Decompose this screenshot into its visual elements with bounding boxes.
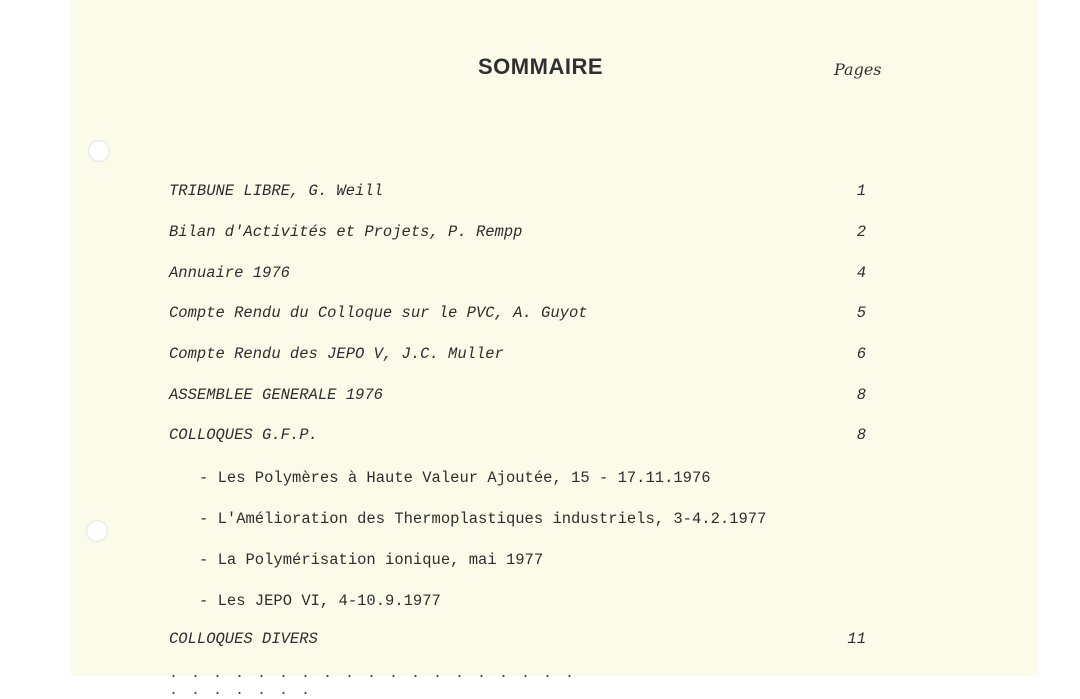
toc-entry-label: TRIBUNE LIBRE, G. Weill [169, 182, 383, 200]
toc-sub-entry-label: - L'Amélioration des Thermoplastiques industriels, 3-4.2.1977 [199, 510, 767, 528]
toc-entry-page: 8 [856, 426, 866, 444]
toc-entry-label: Annuaire 1976 [169, 264, 290, 282]
toc-sub-entry-label: - Les Polymères à Haute Valeur Ajoutée, 15 - 17.11.1976 [199, 469, 711, 487]
toc-entry-page: 6 [856, 345, 866, 363]
cut-off-text-line: . . . . . . . . . . . . . . . . . . . . . . . . . . [169, 665, 577, 699]
toc-entry [0, 345, 1080, 369]
toc-entry [0, 426, 1080, 450]
toc-entry [0, 386, 1080, 410]
punch-hole-top [88, 140, 110, 162]
toc-sub-entry [0, 469, 1080, 493]
toc-entry-page: 1 [856, 182, 866, 200]
toc-sub-entry-label: - La Polymérisation ionique, mai 1977 [199, 551, 544, 569]
toc-entry-label: Compte Rendu des JEPO V, J.C. Muller [169, 345, 504, 363]
toc-entry-page: 5 [856, 304, 866, 322]
toc-entry [0, 304, 1080, 328]
pages-column-label: Pages [834, 60, 882, 79]
toc-entry-label: COLLOQUES DIVERS [169, 630, 318, 648]
toc-entry [0, 630, 1080, 654]
toc-sub-entry-label: - Les JEPO VI, 4-10.9.1977 [199, 592, 441, 610]
toc-entry-label: Compte Rendu du Colloque sur le PVC, A. Guyot [169, 304, 588, 322]
toc-entry-label: Bilan d'Activités et Projets, P. Rempp [169, 223, 523, 241]
toc-entry [0, 223, 1080, 247]
toc-entry-label: ASSEMBLEE GENERALE 1976 [169, 386, 383, 404]
toc-entry-page: 11 [847, 630, 866, 648]
toc-entry-label: COLLOQUES G.F.P. [169, 426, 318, 444]
toc-entry [0, 182, 1080, 206]
page-title: SOMMAIRE [478, 54, 603, 79]
toc-sub-entry [0, 592, 1080, 616]
toc-entry-page: 2 [856, 223, 866, 241]
toc-sub-entry [0, 551, 1080, 575]
toc-sub-entry [0, 510, 1080, 534]
toc-entry-page: 4 [856, 264, 866, 282]
toc-entry [0, 264, 1080, 288]
toc-entry-page: 8 [856, 386, 866, 404]
